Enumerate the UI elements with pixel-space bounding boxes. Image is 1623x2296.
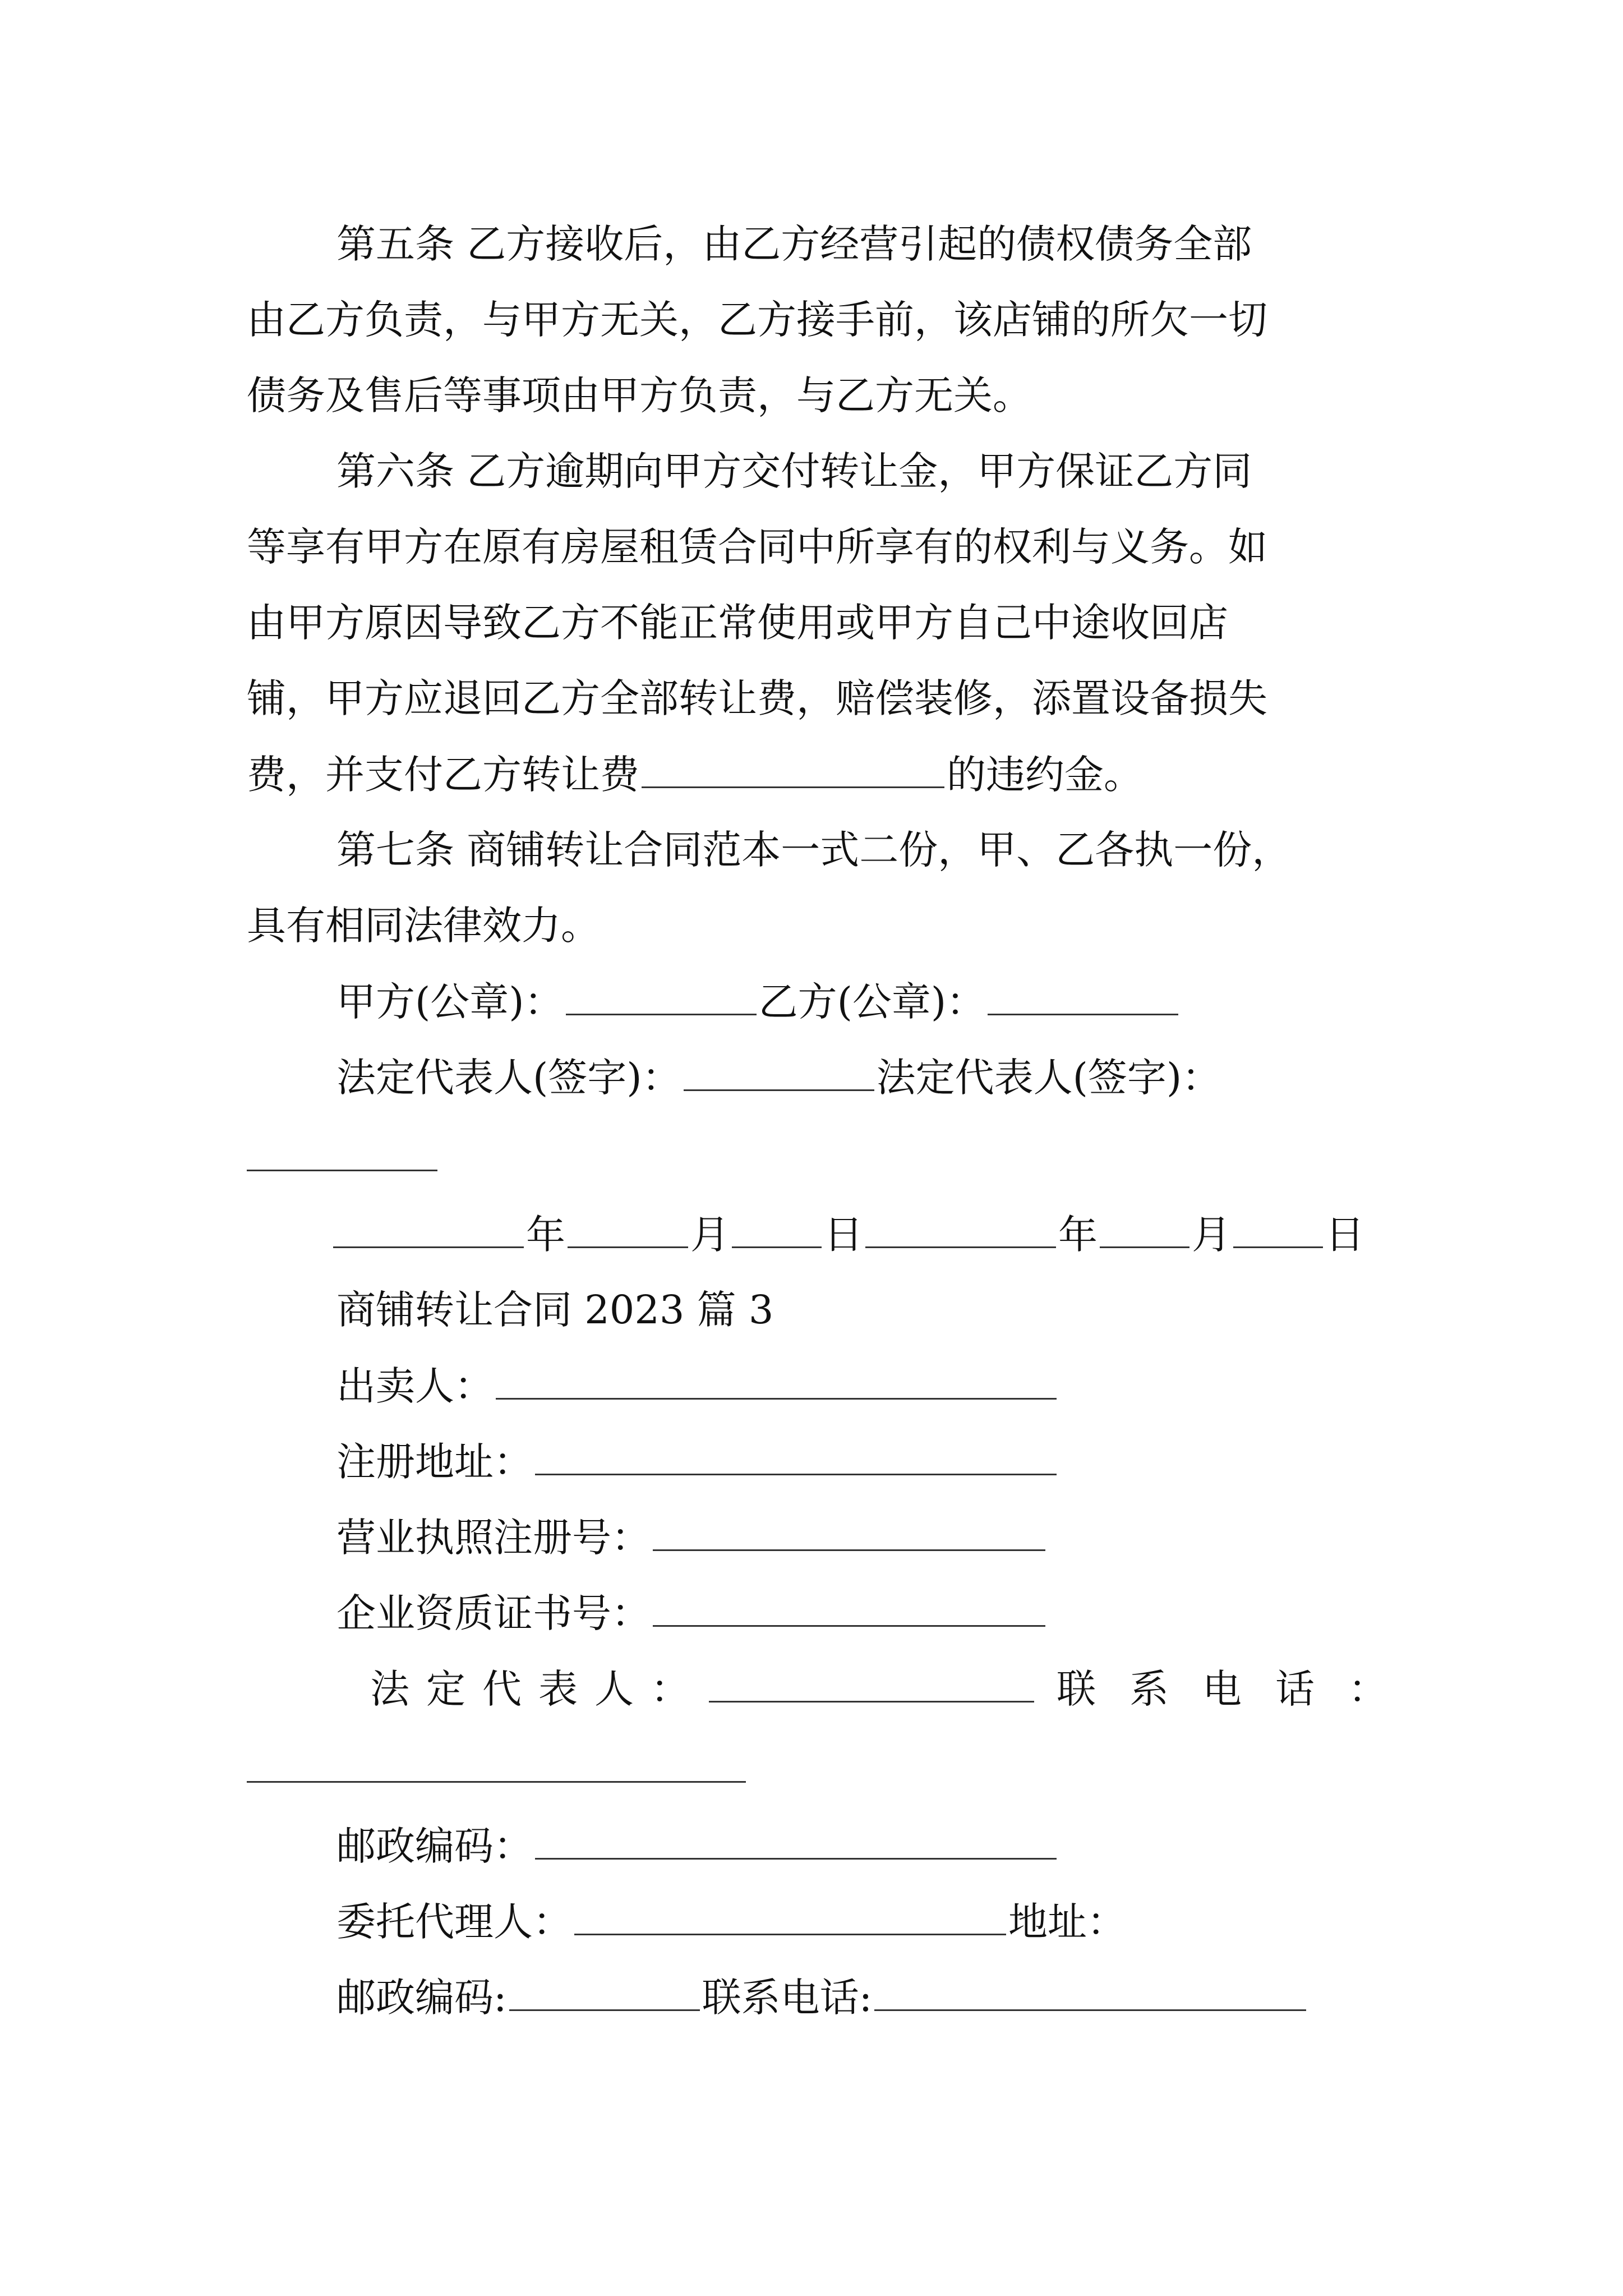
article6-line5: [247, 746, 1143, 802]
party-a-seal-label: 甲方(公章)：: [336, 979, 564, 1025]
date-line: [331, 1206, 1364, 1262]
date-b-blank[interactable]: [865, 1206, 1056, 1248]
date-a-blank[interactable]: [333, 1206, 524, 1248]
postcode1-line: [336, 1818, 1059, 1874]
agent-line: [336, 1893, 1126, 1949]
article6-line5-pre: 费，并支付乙方转让费: [247, 752, 639, 798]
article5-line2: 由乙方负责，与甲方无关，乙方接手前，该店铺的所欠一切: [247, 297, 1267, 343]
license-blank[interactable]: [653, 1509, 1045, 1551]
article6-line5-post: 的违约金。: [947, 752, 1143, 798]
qualification-line: [336, 1585, 1048, 1641]
section3-title: 商铺转让合同 2023 篇 3: [336, 1287, 774, 1333]
seller-label: 出卖人：: [336, 1363, 494, 1409]
legal-rep-phone-line: [370, 1660, 1421, 1717]
date-a-day-blank[interactable]: [732, 1206, 822, 1248]
reg-address-blank[interactable]: [535, 1433, 1057, 1475]
qualification-label: 企业资质证书号：: [336, 1590, 651, 1636]
phone-blank[interactable]: [247, 1781, 746, 1783]
article7-line2: 具有相同法律效力。: [247, 903, 600, 949]
agent-label: 委托代理人：: [336, 1899, 572, 1945]
qualification-blank[interactable]: [653, 1585, 1045, 1627]
postcode2-line: [336, 1969, 1308, 2025]
legal-rep-a-blank[interactable]: [684, 1049, 874, 1091]
legal-rep-b-blank[interactable]: [247, 1170, 437, 1171]
license-line: [336, 1509, 1048, 1565]
legal-rep-b-label: 法定代表人(签字)：: [876, 1055, 1221, 1101]
seal-line: [336, 973, 1181, 1029]
article7-line1: 第七条 商铺转让合同范本一式二份，甲、乙各执一份，: [336, 827, 1292, 873]
date-a-day: 日: [824, 1212, 863, 1258]
license-label: 营业执照注册号：: [336, 1515, 651, 1561]
article5-line1: 第五条 乙方接收后，由乙方经营引起的债权债务全部: [336, 221, 1252, 267]
penalty-blank[interactable]: [642, 746, 944, 788]
date-a-month-blank[interactable]: [568, 1206, 688, 1248]
reg-address-line: [336, 1433, 1059, 1489]
phone2-label: 联系电话:: [702, 1975, 873, 2021]
legal-rep-line: [336, 1049, 1221, 1105]
article6-line2: 等享有甲方在原有房屋租赁合同中所享有的权利与义务。如: [247, 524, 1267, 570]
seller-blank[interactable]: [496, 1358, 1057, 1400]
date-b-month: 月: [1192, 1212, 1231, 1258]
legal-rep-blank[interactable]: [709, 1660, 1034, 1703]
legal-rep-label: 法定代表人：: [370, 1666, 707, 1712]
date-b-month-blank[interactable]: [1100, 1206, 1189, 1248]
date-b-day-blank[interactable]: [1233, 1206, 1323, 1248]
legal-rep-a-label: 法定代表人(签字)：: [336, 1055, 681, 1101]
article6-line1: 第六条 乙方逾期向甲方交付转让金，甲方保证乙方同: [336, 448, 1252, 494]
article6-line3: 由甲方原因导致乙方不能正常使用或甲方自己中途收回店: [247, 600, 1228, 646]
date-b-year: 年: [1058, 1212, 1098, 1258]
postcode2-label: 邮政编码:: [336, 1975, 507, 2021]
seller-line: [336, 1358, 1059, 1414]
article6-line4: 铺，甲方应退回乙方全部转让费，赔偿装修，添置设备损失: [247, 675, 1267, 721]
date-b-day: 日: [1325, 1212, 1364, 1258]
phone2-blank[interactable]: [874, 1969, 1306, 2011]
party-a-seal-blank[interactable]: [566, 973, 757, 1015]
party-b-seal-label: 乙方(公章)：: [758, 979, 986, 1025]
address-label: 地址：: [1008, 1899, 1126, 1945]
party-b-seal-blank[interactable]: [988, 973, 1178, 1015]
reg-address-label: 注册地址：: [336, 1439, 533, 1485]
postcode1-label: 邮政编码：: [336, 1823, 533, 1869]
article5-line3: 债务及售后等事项由甲方负责，与乙方无关。: [247, 372, 1032, 418]
agent-blank[interactable]: [574, 1893, 1006, 1935]
date-a-month: 月: [690, 1212, 730, 1258]
date-a-year: 年: [526, 1212, 565, 1258]
postcode1-blank[interactable]: [535, 1818, 1057, 1860]
postcode2-blank[interactable]: [509, 1969, 700, 2011]
phone-label: 联系电话：: [1057, 1666, 1421, 1712]
